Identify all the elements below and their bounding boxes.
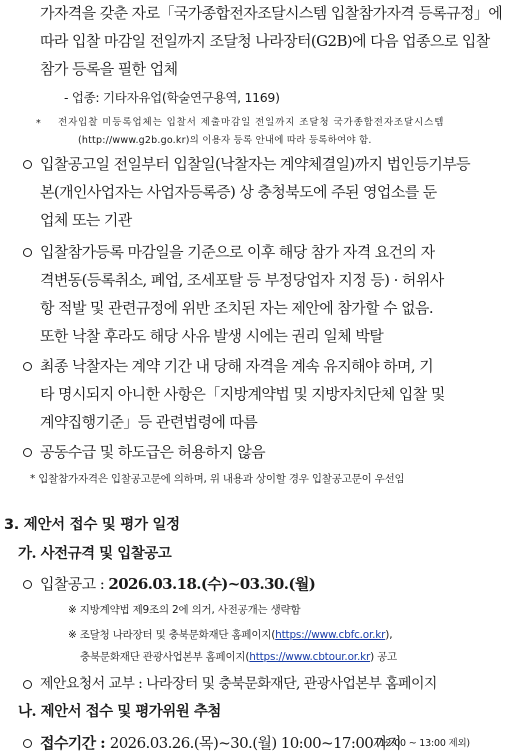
intro-line-2: 따라 입찰 마감일 전일까지 조달청 나라장터(G2B)에 다음 업종으로 입찰: [40, 32, 490, 50]
note-a2-prefix: ※ 조달청 나라장터 및 충북문화재단 홈페이지(: [68, 629, 276, 641]
circle-bullet-icon: [23, 580, 32, 589]
subsection-a-title: 가. 사전규격 및 입찰공고: [18, 545, 172, 562]
circle-bullet-icon: [23, 739, 32, 748]
condition-1-line-1: 입찰공고일 전일부터 입찰일(낙찰자는 계약체결일)까지 법인등기부등: [40, 155, 470, 173]
conditions-note: * 입찰참가자격은 입찰공고문에 의하며, 위 내용과 상이할 경우 입찰공고문이 우선임: [30, 473, 405, 485]
note-a2-suffix: ),: [385, 629, 393, 641]
condition-4-line-1: 공동수급 및 하도급은 허용하지 않음: [40, 443, 266, 461]
condition-3-line-2: 타 명시되지 아니한 사항은「지방계약법 및 지방자치단체 입찰 및: [40, 385, 445, 403]
receipt-line: [40, 736, 401, 751]
note-a1: ※ 지방계약법 제9조의 2에 의거, 사전공개는 생략함: [68, 604, 301, 616]
condition-2-line-1: 입찰참가등록 마감일을 기준으로 이후 해당 참가 자격 요건의 자: [40, 243, 435, 261]
notice-line: [40, 577, 315, 592]
circle-bullet-icon: [23, 448, 32, 457]
condition-2-line-4: 또한 낙찰 후라도 해당 사유 발생 시에는 권리 일체 박탈: [40, 327, 384, 345]
condition-1-line-2: 본(개인사업자는 사업자등록증) 상 충청북도에 주된 영업소를 둔: [40, 183, 437, 201]
receipt-note: (12:00 ~ 13:00 제외): [376, 738, 470, 749]
intro-line-1: 가자격을 갖춘 자로「국가종합전자조달시스템 입찰참가자격 등록규정」에: [40, 4, 503, 22]
note-a3-suffix: ) 공고: [370, 651, 397, 663]
intro-line-3: 참가 등록을 필한 업체: [40, 60, 178, 78]
receipt-label: 접수기간 :: [40, 734, 110, 752]
condition-3-line-1: 최종 낙찰자는 계약 기간 내 당해 자격을 계속 유지해야 하며, 기: [40, 357, 434, 375]
intro-note-line-1: 전자입찰 미등록업체는 입찰서 제출마감일 전일까지 조달청 국가종합전자조달시스템: [58, 117, 445, 128]
industry-line: - 업종: 기타자유업(학술연구용역, 1169): [64, 90, 280, 105]
circle-bullet-icon: [23, 362, 32, 371]
condition-2-line-3: 항 적발 및 관련규정에 위반 조치된 자는 제안에 참가할 수 없음.: [40, 299, 434, 317]
distribution-line: 제안요청서 교부 : 나라장터 및 충북문화재단, 관광사업본부 홈페이지: [40, 676, 437, 692]
circle-bullet-icon: [23, 680, 32, 689]
condition-3-line-3: 계약집행기준」등 관련법령에 따름: [40, 413, 258, 431]
cbtour-link[interactable]: https://www.cbtour.or.kr: [249, 651, 371, 663]
note-a3-prefix: 충북문화재단 관광사업본부 홈페이지(: [80, 651, 250, 663]
note-a2: [68, 630, 392, 641]
note-asterisk: *: [36, 118, 41, 129]
condition-2-line-2: 격변동(등록취소, 폐업, 조세포탈 등 부정당업자 지정 등) · 허위사: [40, 271, 444, 289]
note-a3: [80, 652, 397, 663]
condition-1-line-3: 업체 또는 기관: [40, 211, 132, 229]
receipt-date: 2026.03.26.(목)~30.(월) 10:00~17:00까지: [109, 734, 401, 752]
notice-date: 2026.03.18.(수)~03.30.(월): [108, 575, 316, 593]
notice-label: 입찰공고 :: [40, 575, 109, 593]
circle-bullet-icon: [23, 248, 32, 257]
circle-bullet-icon: [23, 160, 32, 169]
section-3-title: 3. 제안서 접수 및 평가 일정: [4, 517, 180, 533]
subsection-b-title: 나. 제안서 접수 및 평가위원 추첨: [18, 703, 221, 720]
cbfc-link[interactable]: https://www.cbfc.or.kr: [275, 629, 386, 641]
intro-note-line-2: (http://www.g2b.go.kr)의 이용자 등록 안내에 따라 등록하여야 함.: [78, 135, 372, 146]
